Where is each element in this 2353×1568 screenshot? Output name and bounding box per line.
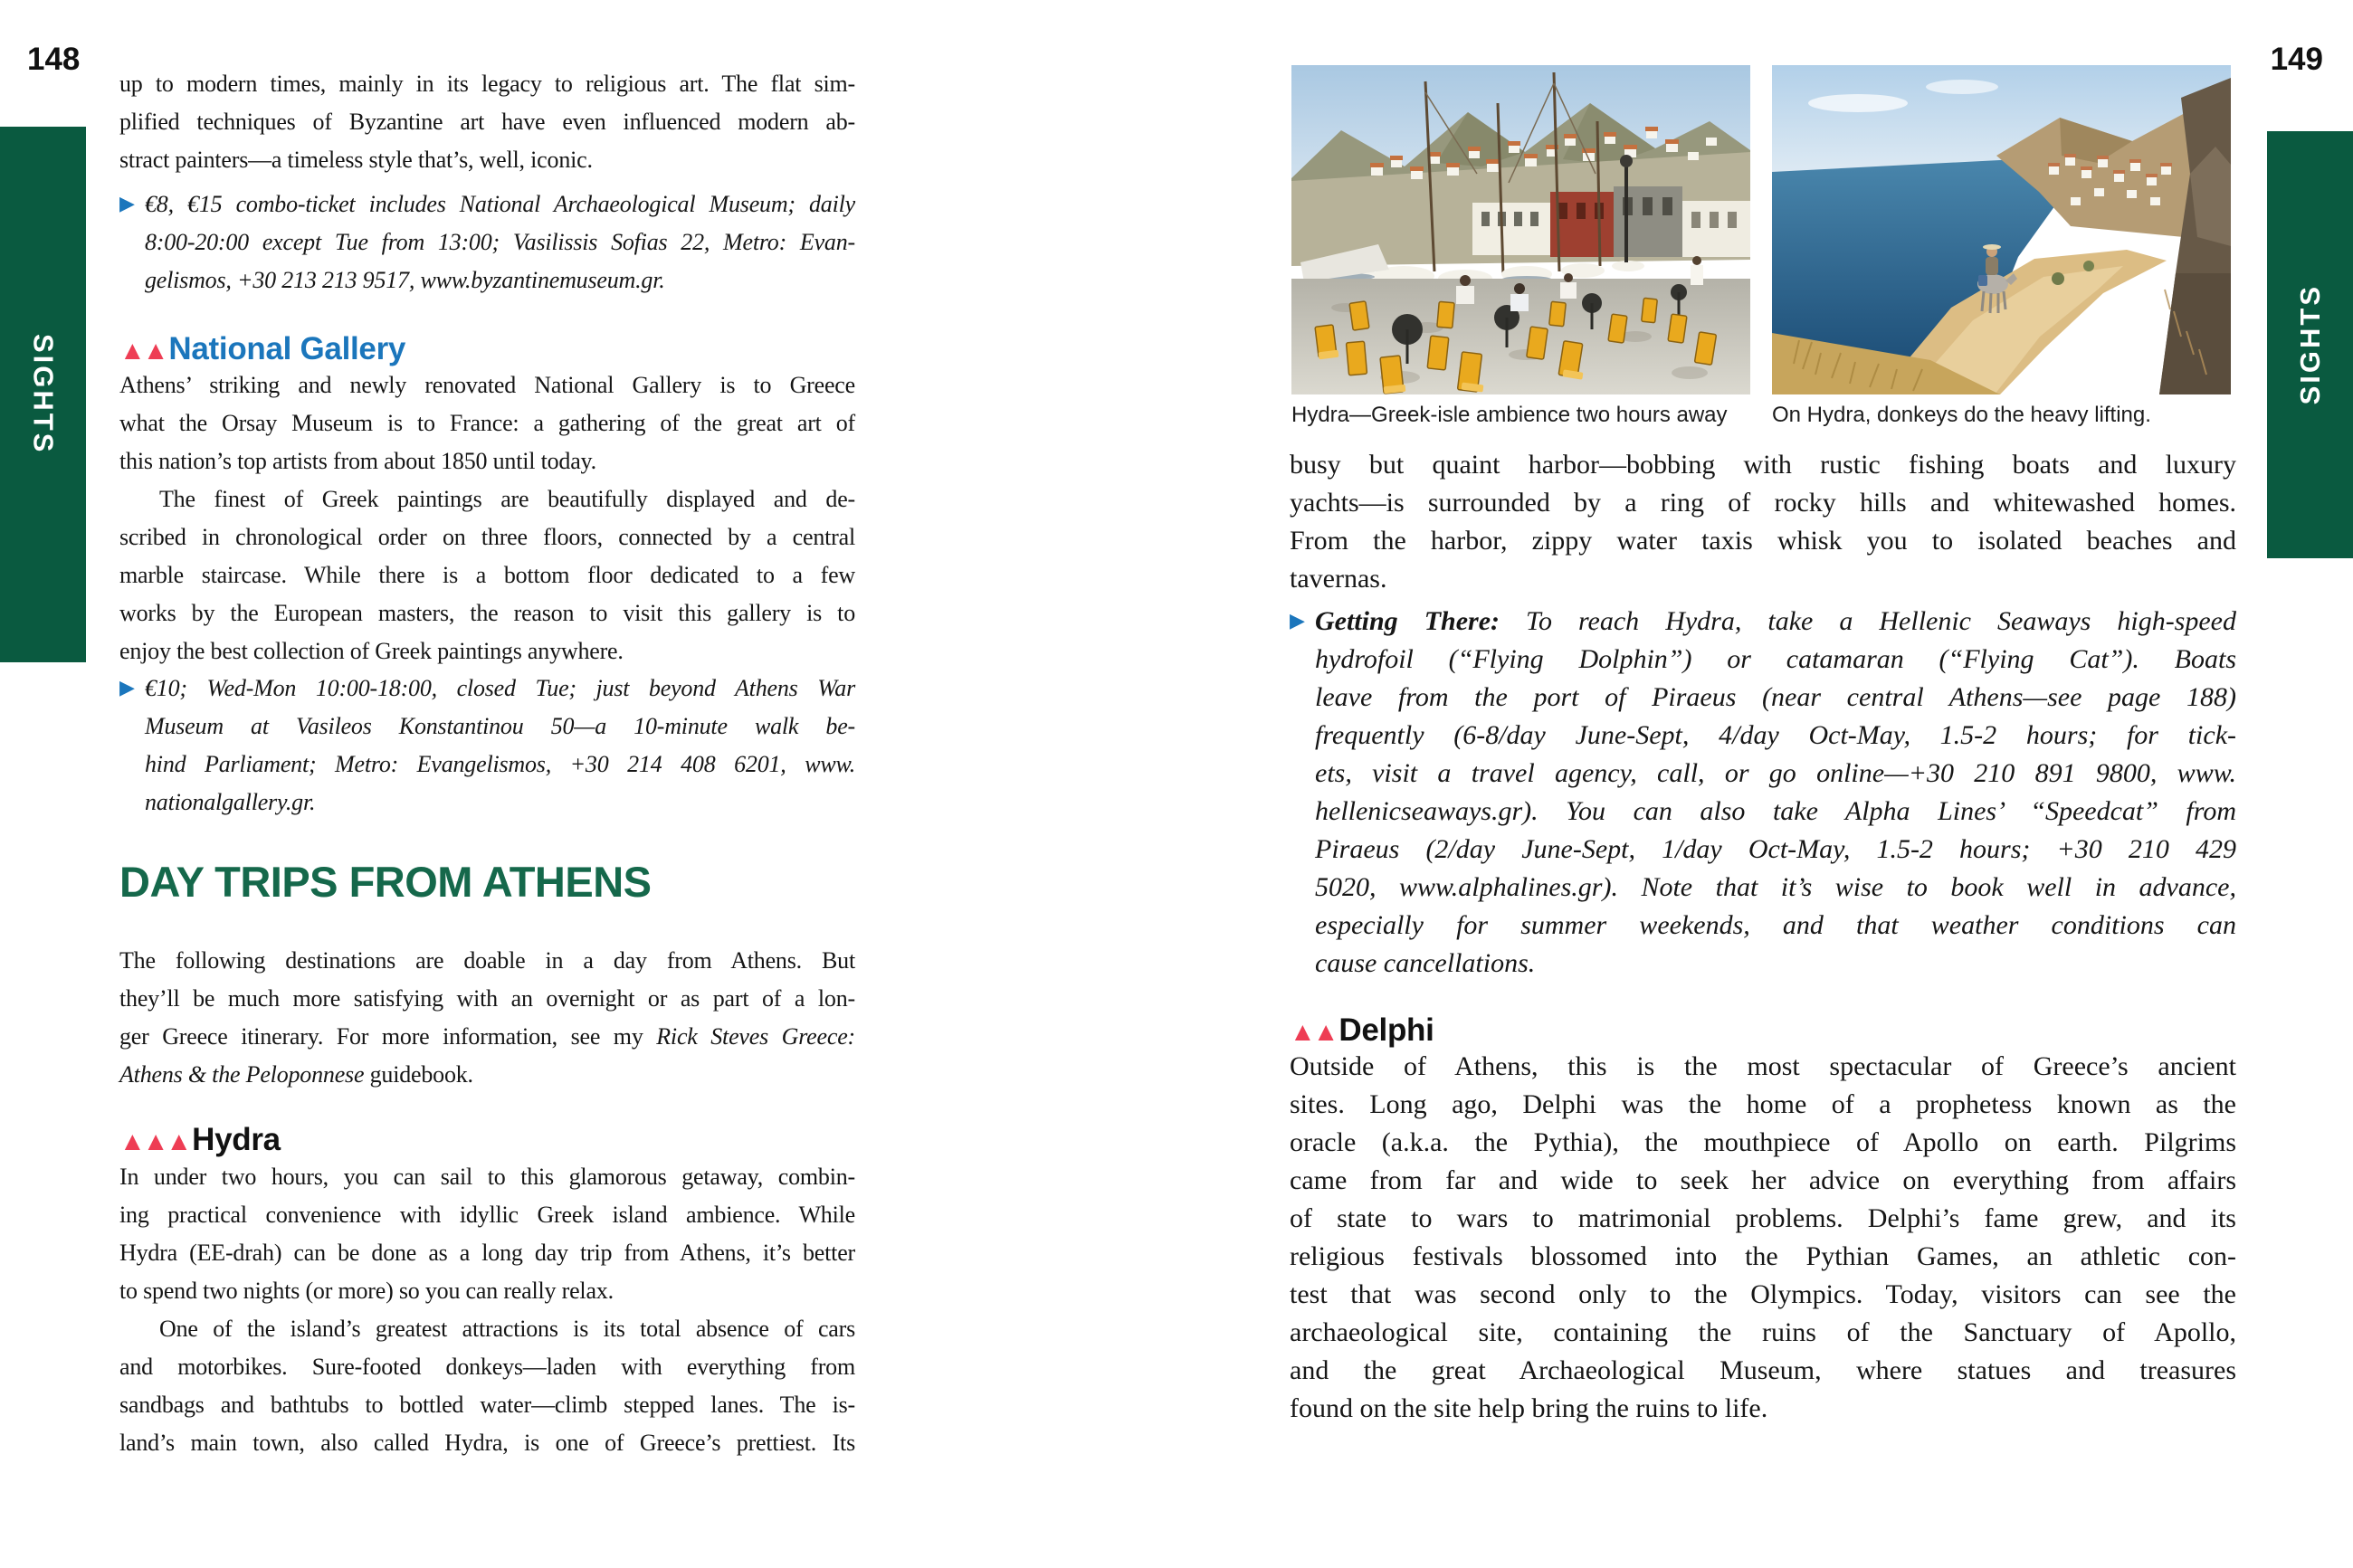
text-line: found on the site help bring the ruins to life. bbox=[1290, 1393, 1768, 1423]
tab-label: SIGHTS bbox=[27, 334, 60, 455]
hydra-harbor-paragraph bbox=[1290, 446, 2236, 598]
bullet-text bbox=[119, 185, 855, 299]
text-line: stract painters—a timeless style that’s, well, iconic. bbox=[119, 147, 593, 173]
day-trips-paragraph bbox=[119, 942, 855, 1094]
text-line: up to modern times, mainly in its legacy to religious art. The flat sim- bbox=[119, 71, 855, 97]
bullet-arrow-icon: ▶ bbox=[1290, 609, 1305, 632]
text-line: yachts—is surrounded by a ring of rocky hills and whitewashed homes. bbox=[1290, 488, 2236, 518]
text-line: sandbags and bathtubs to bottled water—climb stepped lanes. The is- bbox=[119, 1392, 855, 1418]
bullet-text bbox=[119, 670, 855, 822]
text-line: sites. Long ago, Delphi was the home of a prophetess known as the bbox=[1290, 1089, 2236, 1119]
text-line: and the great Archaeological Museum, where statues and treasures bbox=[1290, 1355, 2236, 1385]
text-line: hydrofoil (“Flying Dolphin”) or catamaran (“Flying Cat”). Boats bbox=[1315, 644, 2236, 674]
text-line: €8, €15 combo-ticket includes National Archaeological Museum; daily bbox=[145, 191, 855, 217]
text-line: plified techniques of Byzantine art have even influenced modern ab- bbox=[119, 109, 855, 135]
text-line: €10; Wed-Mon 10:00-18:00, closed Tue; just beyond Athens War bbox=[145, 675, 855, 701]
text-line: ing practical convenience with idyllic Greek island ambience. While bbox=[119, 1202, 855, 1228]
text-line: especially for summer weekends, and that weather conditions can bbox=[1315, 910, 2236, 940]
text-line: One of the island’s greatest attractions is its total absence of cars bbox=[159, 1316, 855, 1342]
photo-caption: On Hydra, donkeys do the heavy lifting. bbox=[1772, 403, 2151, 427]
text-line: From the harbor, zippy water taxis whisk you to isolated beaches and bbox=[1290, 526, 2236, 556]
text-line: Getting There: To reach Hydra, take a Hellenic Seaways high-speed bbox=[1315, 606, 2236, 636]
text-line: tavernas. bbox=[1290, 564, 1387, 594]
text-line: of state to wars to matrimonial problems. Delphi’s fame grew, and its bbox=[1290, 1203, 2236, 1233]
text-line: enjoy the best collection of Greek paintings anywhere. bbox=[119, 638, 624, 664]
hydra-heading bbox=[119, 1122, 855, 1160]
text-line: works by the European masters, the reason to visit this gallery is to bbox=[119, 600, 855, 626]
text-line: ets, visit a travel agency, call, or go online—+30 210 891 9800, www. bbox=[1315, 758, 2236, 788]
text-line: scribed in chronological order on three floors, connected by a central bbox=[119, 524, 855, 550]
text-line: archaeological site, containing the ruins of the Sanctuary of Apollo, bbox=[1290, 1317, 2236, 1347]
text-line: this nation’s top artists from about 1850 until today. bbox=[119, 448, 596, 474]
text-line: Outside of Athens, this is the most spectacular of Greece’s ancient bbox=[1290, 1051, 2236, 1081]
text-line: In under two hours, you can sail to this glamorous getaway, combin- bbox=[119, 1164, 855, 1190]
day-trips-heading: DAY TRIPS FROM ATHENS bbox=[119, 858, 652, 906]
text-line: hind Parliament; Metro: Evangelismos, +30 214 408 6201, www. bbox=[145, 751, 855, 777]
text-line: busy but quaint harbor—bobbing with rustic fishing boats and luxury bbox=[1290, 450, 2236, 480]
getting-there-bullet bbox=[1290, 603, 2236, 983]
text-line: religious festivals blossomed into the Pythian Games, an athletic con- bbox=[1290, 1241, 2236, 1271]
text-line: what the Orsay Museum is to France: a gathering of the great art of bbox=[119, 410, 855, 436]
photo-caption: Hydra—Greek-isle ambience two hours away bbox=[1291, 403, 1728, 427]
delphi-heading bbox=[1290, 1012, 2236, 1050]
text-line: to spend two nights (or more) so you can really relax. bbox=[119, 1278, 614, 1304]
byzantine-intro-paragraph bbox=[119, 65, 855, 179]
text-line: 8:00-20:00 except Tue from 13:00; Vasilissis Sofias 22, Metro: Evan- bbox=[145, 229, 855, 255]
text-line: they’ll be much more satisfying with an overnight or as part of a lon- bbox=[119, 985, 855, 1012]
text-line: 5020, www.alphalines.gr). Note that it’s wise to book well in advance, bbox=[1315, 872, 2236, 902]
page-number-left: 148 bbox=[27, 42, 81, 77]
bullet-text bbox=[1290, 603, 2236, 983]
national-gallery-heading bbox=[119, 331, 855, 369]
text-line: The following destinations are doable in a day from Athens. But bbox=[119, 947, 855, 974]
text-line: test that was second only to the Olympics. Today, visitors can see the bbox=[1290, 1279, 2236, 1309]
national-gallery-info-bullet bbox=[119, 670, 855, 822]
text-line: Athens’ striking and newly renovated National Gallery is to Greece bbox=[119, 372, 855, 398]
delphi-paragraph bbox=[1290, 1048, 2236, 1428]
sights-tab-right bbox=[2267, 131, 2353, 558]
rating-triangles-icon: ▲▲▲ bbox=[119, 1127, 190, 1156]
text-line: nationalgallery.gr. bbox=[145, 789, 316, 815]
text-line: land’s main town, also called Hydra, is one of Greece’s prettiest. Its bbox=[119, 1430, 855, 1456]
text-line: Hydra (EE-drah) can be done as a long day trip from Athens, it’s better bbox=[119, 1240, 855, 1266]
tab-label: SIGHTS bbox=[2293, 284, 2326, 405]
page-number-right: 149 bbox=[2270, 42, 2323, 77]
byzantine-info-bullet bbox=[119, 185, 855, 299]
rating-triangles-icon: ▲▲ bbox=[119, 337, 167, 366]
text-line: hellenicseaways.gr). You can also take Alpha Lines’ “Speedcat” from bbox=[1315, 796, 2236, 826]
bullet-arrow-icon: ▶ bbox=[119, 676, 135, 698]
left-page-column bbox=[119, 0, 855, 1568]
text-line: leave from the port of Piraeus (near central Athens—see page 188) bbox=[1315, 682, 2236, 712]
text-line: gelismos, +30 213 213 9517, www.byzantinemuseum.gr. bbox=[145, 267, 665, 293]
right-page-column bbox=[1290, 0, 2236, 1568]
heading-label: Delphi bbox=[1338, 1012, 1434, 1048]
text-line: frequently (6-8/day June-Sept, 4/day Oct-May, 1.5-2 hours; for tick- bbox=[1315, 720, 2236, 750]
text-line: and motorbikes. Sure-footed donkeys—laden with everything from bbox=[119, 1354, 855, 1380]
hydra-paragraph bbox=[119, 1158, 855, 1462]
rating-triangles-icon: ▲▲ bbox=[1290, 1018, 1337, 1047]
text-line: The finest of Greek paintings are beautifully displayed and de- bbox=[159, 486, 855, 512]
text-line: came from far and wide to seek her advice on everything from affairs bbox=[1290, 1165, 2236, 1195]
text-line: marble staircase. While there is a bottom floor dedicated to a few bbox=[119, 562, 855, 588]
text-line: Piraeus (2/day June-Sept, 1/day Oct-May, 1.5-2 hours; +30 210 429 bbox=[1315, 834, 2236, 864]
heading-label: National Gallery bbox=[168, 331, 406, 366]
text-line: Museum at Vasileos Konstantinou 50—a 10-minute walk be- bbox=[145, 713, 855, 739]
national-gallery-paragraph bbox=[119, 366, 855, 670]
heading-label: Hydra bbox=[192, 1122, 281, 1157]
text-line: cause cancellations. bbox=[1315, 948, 1536, 978]
sights-tab-left bbox=[0, 127, 86, 662]
text-line: Athens & the Peloponnese guidebook. bbox=[119, 1061, 473, 1088]
text-line: ger Greece itinerary. For more information, see my Rick Steves Greece: bbox=[119, 1023, 855, 1050]
bullet-arrow-icon: ▶ bbox=[119, 192, 135, 214]
text-line: oracle (a.k.a. the Pythia), the mouthpiece of Apollo on earth. Pilgrims bbox=[1290, 1127, 2236, 1157]
